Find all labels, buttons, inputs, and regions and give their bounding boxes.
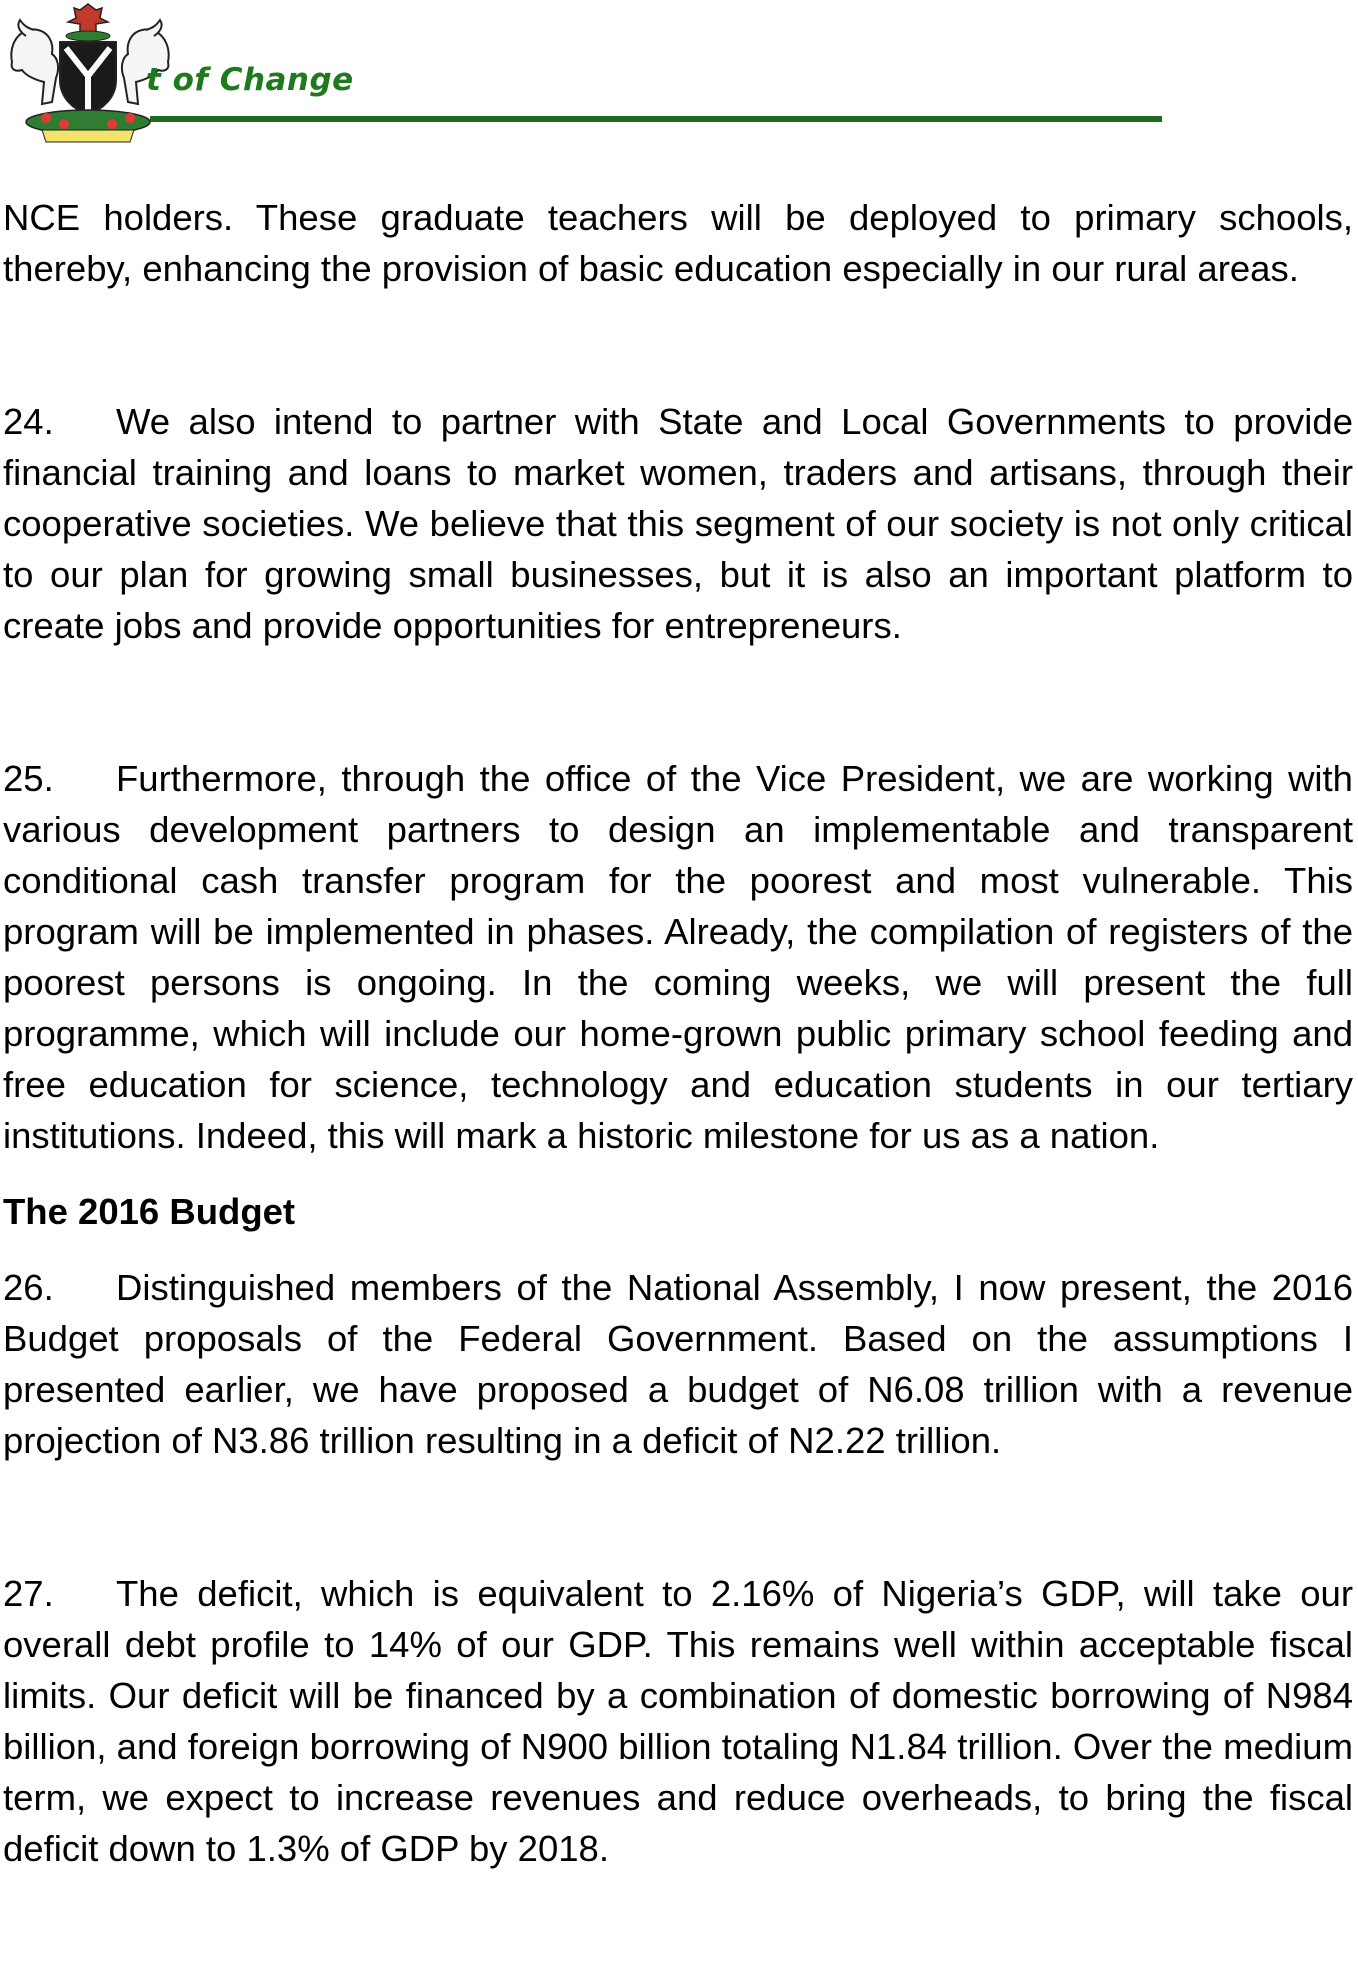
page-header [0, 0, 1358, 150]
section-heading: The 2016 Budget [3, 1191, 296, 1232]
paragraph-text: The deficit, which is equivalent to 2.16% of Nigeria’s GDP, will take our overall debt profile to 14% of our GDP. This remains well within acceptable fiscal limits. Our deficit will be financed by a combination of domestic borrowing of N984 billion, and foreign borrowing of N900 billion totaling N1.84 trillion. Over the medium term, we expect to increase revenues and reduce overheads, to bring the fiscal deficit down to 1.3% of GDP by 2018. [3, 1573, 1353, 1869]
header-tagline: t of Change [146, 62, 354, 98]
paragraph-26 [3, 1262, 1353, 1466]
spacer [3, 651, 1353, 753]
paragraph-27 [3, 1568, 1353, 1874]
paragraph-24 [3, 396, 1353, 651]
paragraph-text: We also intend to partner with State and Local Governments to provide financial training and loans to market women, traders and artisans, through their cooperative societies. We believe that this segment of our society is not only critical to our plan for growing small businesses, but it is also an important platform to create jobs and provide opportunities for entrepreneurs. [3, 401, 1353, 646]
paragraph-text: Distinguished members of the National Assembly, I now present, the 2016 Budget proposals of the Federal Government. Based on the assumptions I presented earlier, we have proposed a budget of N6.08 trillion with a revenue projection of N3.86 trillion resulting in a deficit of N2.22 trillion. [3, 1267, 1353, 1461]
document-body [3, 192, 1353, 1874]
paragraph-number: 25. [3, 758, 54, 799]
paragraph-text: Furthermore, through the office of the Vice President, we are working with various development partners to design an implementable and transparent conditional cash transfer program for the poorest and most vulnerable. This program will be implemented in phases. Already, the compilation of registers of the poorest persons is ongoing. In the coming weeks, we will present the full programme, which will include our home-grown public primary school feeding and free education for science, technology and education students in our tertiary institutions. Indeed, this will mark a historic milestone for us as a nation. [3, 758, 1353, 1156]
paragraph-23-continued: NCE holders. These graduate teachers will be deployed to primary schools, thereby, enhancing the provision of basic education especially in our rural areas. [3, 197, 1353, 289]
spacer [3, 1161, 1353, 1186]
spacer [3, 294, 1353, 396]
paragraph-25 [3, 753, 1353, 1161]
paragraph-number: 26. [3, 1267, 54, 1308]
spacer [3, 1466, 1353, 1568]
paragraph-number: 27. [3, 1573, 54, 1614]
spacer [3, 1237, 1353, 1262]
paragraph-number: 24. [3, 401, 54, 442]
header-rule [150, 116, 1162, 122]
